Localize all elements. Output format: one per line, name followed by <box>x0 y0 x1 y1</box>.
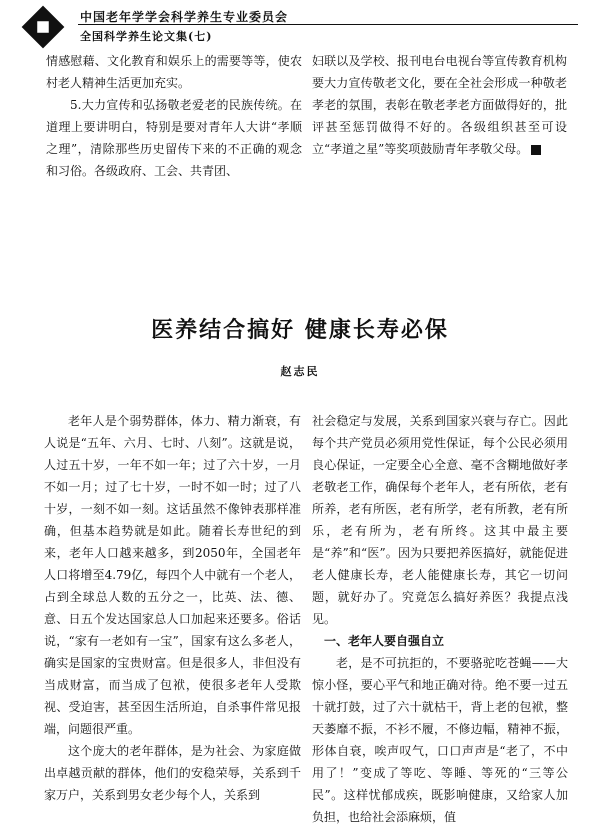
paragraph: 5.大力宣传和弘扬敬老爱老的民族传统。在道理上要讲明白，特别是要对青年人大讲“孝顺之理”，清除那些历史留传下来的不正确的观念和习俗。各级政府、工会、共青团、 <box>46 98 302 178</box>
end-of-article-icon <box>531 145 541 155</box>
page-header <box>22 4 582 50</box>
article-title: 医养结合搞好 健康长寿必保 <box>151 318 449 343</box>
article-right-column <box>312 410 568 828</box>
paragraph-text: 妇联以及学校、报刊电台电视台等宣传教育机构要大力宣传敬老文化，要在全社会形成一种敬老孝老的氛围，表彰在敬老孝老方面做得好的，批评甚至惩罚做得不好的。各级组织甚至可设立“孝道之星”等奖项鼓励青年孝敬父母。 <box>312 54 567 156</box>
header-collection: 全国科学养生论文集(七) <box>80 30 213 43</box>
paragraph: 老年人是个弱势群体，体力、精力渐衰，有人说是“五年、六月、七时、八刻”。这就是说，人过五十岁，一年不如一年；过了六十岁，一月不如一月；过了七十岁，一时不如一时；过了八十岁，一刻不如一刻。这话虽然不像钟表那样准确，但基本趋势就是如此。随着长寿世纪的到来，老年人口越来越多，到2050年，全国老年人口将增至4.79亿，每四个人中就有一个老人，占到全球总人数的五分之一，比英、法、德、意、日五个发达国家总人口加起来还要多。俗话说，“家有一老如有一宝”，国家有这么多老人，确实是国家的宝贵财富。但是很多人，非但没有当成财富，而当成了包袱，使很多老年人受欺视、受迫害，甚至因生活所迫，自杀事件常见报端，问题很严重。 <box>44 414 301 736</box>
paragraph <box>312 50 567 160</box>
previous-article-left-column <box>46 50 302 182</box>
paragraph: 社会稳定与发展，关系到国家兴衰与存亡。因此每个共产党员必须用党性保证，每个公民必须用良心保证，一定要全心全意、毫不含糊地做好孝老敬老工作，确保每个老年人，老有所依，老有所养，老有所医，老有所学，老有所教，老有所乐，老有所为，老有所终。这其中最主要是“养”和“医”。因为只要把养医搞好，就能促进老人健康长寿，老人能健康长寿，其它一切问题，就好办了。究竟怎么搞好养医？我提点浅见。 <box>312 414 568 626</box>
header-rule <box>78 24 578 25</box>
paragraph: 这个庞大的老年群体，是为社会、为家庭做出卓越贡献的群体，他们的安稳荣辱，关系到千家万户，关系到男女老少每个人，关系到 <box>44 744 301 802</box>
paragraph: 情感慰藉、文化教育和娱乐上的需要等等，使农村老人精神生活更加充实。 <box>46 54 302 90</box>
paragraph: 老，是不可抗拒的，不要骆驼吃苍蝇——大惊小怪，要心平气和地正确对待。绝不要一过五十就打鼓，过了六十就枯干，背上老的包袱，整天萎靡不振，不衫不履，不修边幅，精神不振，形体自衰，唉声叹气，口口声声是“老了，不中用了！”变成了等吃、等睡、等死的“三等公民”。这样忧郁成疾，既影响健康，又给家人加负担，也给社会添麻烦，值 <box>312 656 568 824</box>
section-heading: 一、老年人要自强自立 <box>324 634 445 648</box>
header-organization: 中国老年学学会科学养生专业委员会 <box>80 10 289 24</box>
logo-icon <box>22 6 65 49</box>
article-author: 赵志民 <box>280 365 320 378</box>
previous-article-right-column <box>312 50 567 160</box>
article-left-column <box>44 410 301 806</box>
